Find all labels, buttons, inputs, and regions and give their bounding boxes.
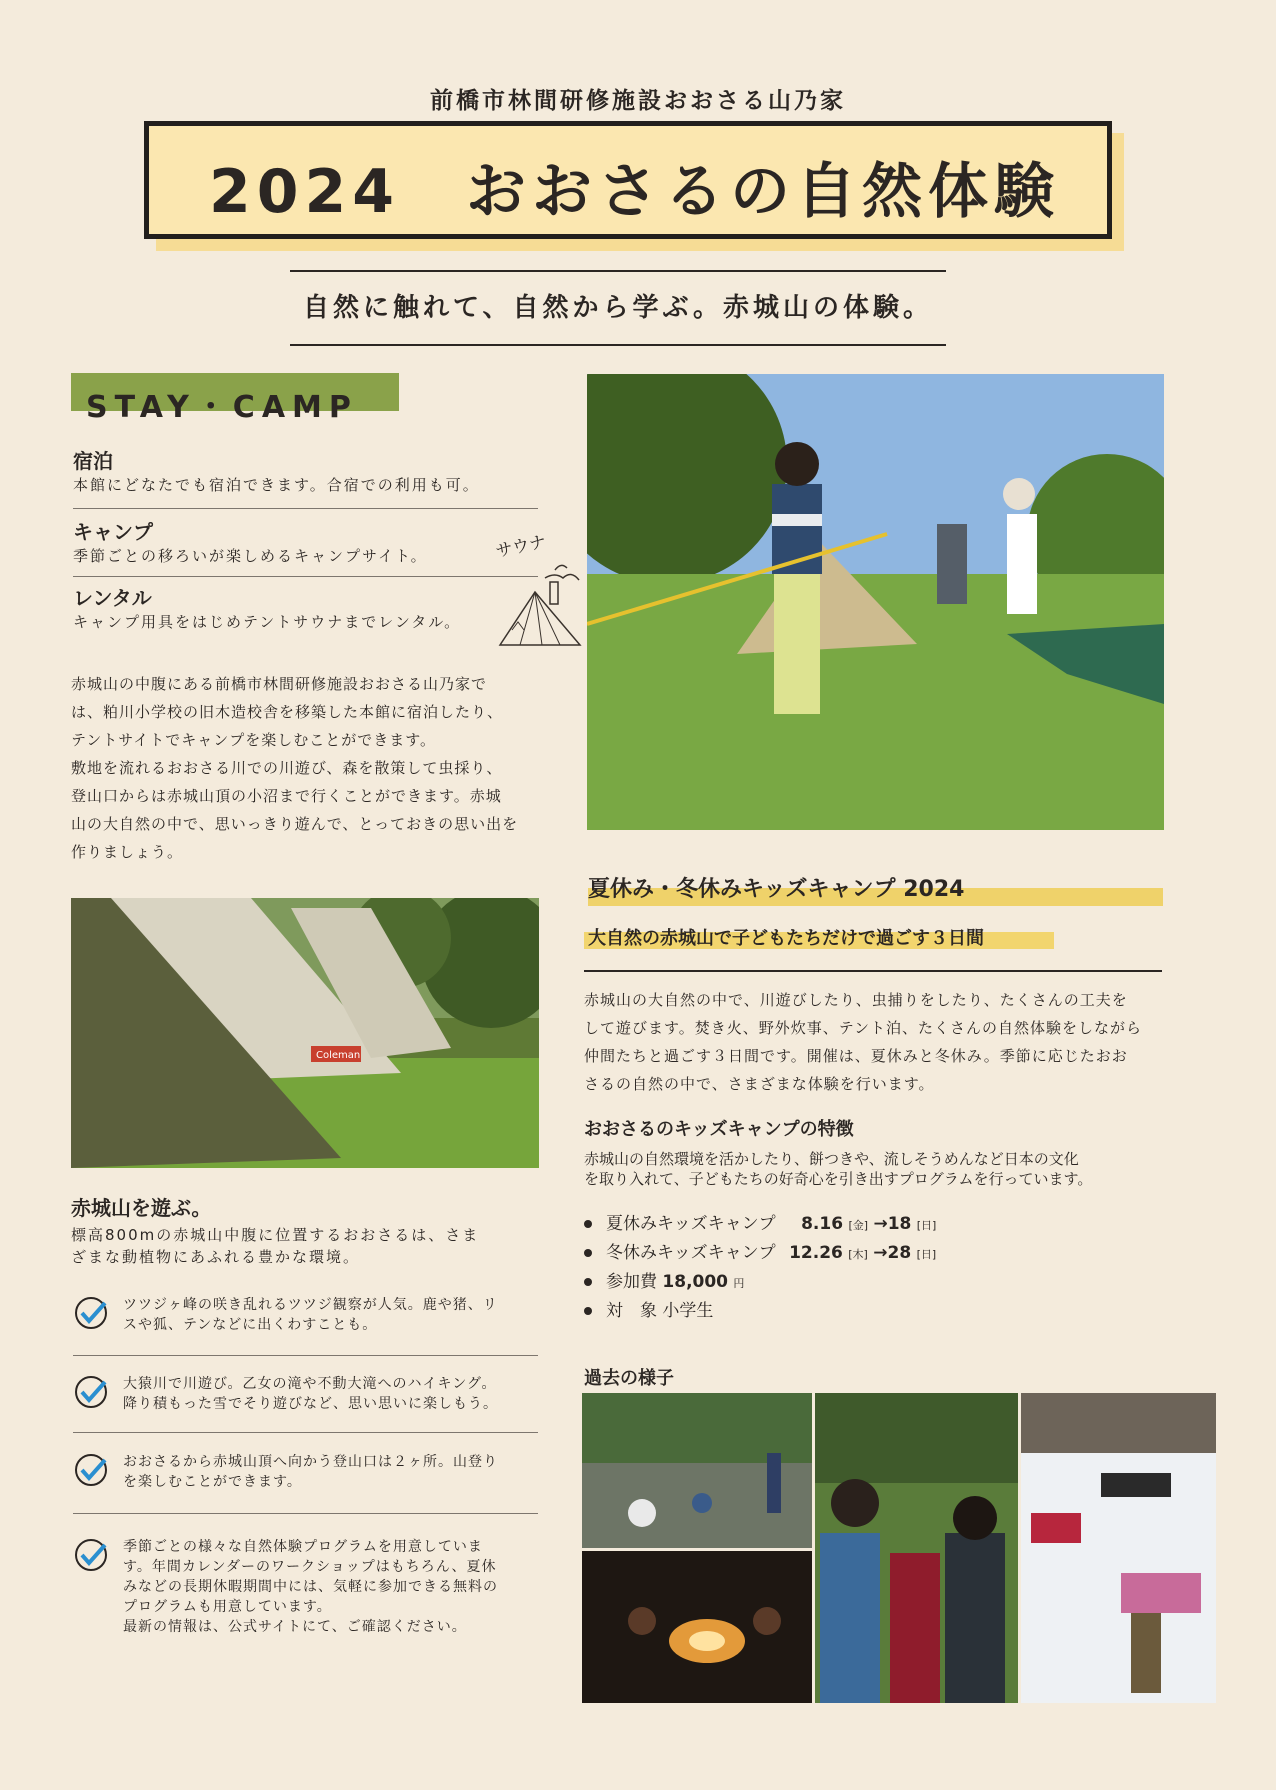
item-value: 8.16 <box>801 1214 844 1234</box>
kids-body <box>584 986 1164 1098</box>
past-photo-snow <box>1021 1393 1216 1703</box>
item-day: [金] <box>848 1219 869 1232</box>
service-desc: 季節ごとの移ろいが楽しめるキャンプサイト。 <box>73 547 428 565</box>
fee-item <box>584 1267 744 1292</box>
check-item <box>73 1374 538 1433</box>
check-line: を楽しむことができます。 <box>123 1474 302 1490</box>
past-photo-river <box>582 1393 812 1548</box>
service-desc: 本館にどなたでも宿泊できます。合宿での利用も可。 <box>73 476 480 494</box>
check-text <box>123 1374 498 1414</box>
check-line: おおさるから赤城山頂へ向かう登山口は２ヶ所。山登り <box>123 1454 498 1470</box>
page-title: 2024 おおさるの自然体験 <box>209 157 1060 227</box>
sauna-label: サウナ <box>493 531 549 563</box>
divider <box>584 970 1162 972</box>
feature-line: 赤城山の自然環境を活かしたり、餅つきや、流しそうめんなど日本の文化 <box>584 1150 1079 1168</box>
check-text <box>123 1452 498 1492</box>
item-day: [日] <box>916 1248 937 1261</box>
service-title: キャンプ <box>73 520 153 544</box>
camp-photo <box>587 374 1164 830</box>
tent-sauna-icon <box>490 530 590 660</box>
intro-line: 敷地を流れるおおさる川での川遊び、森を散策して虫採り、 <box>71 759 503 777</box>
service-stay <box>73 448 538 509</box>
akagi-heading: 赤城山を遊ぶ。 <box>71 1196 212 1220</box>
service-rental <box>73 585 538 635</box>
item-day: [日] <box>916 1219 937 1232</box>
check-line: みなどの長期休暇期間中には、気軽に参加できる無料の <box>123 1579 498 1595</box>
service-title: レンタル <box>73 586 152 610</box>
intro-line: 山の大自然の中で、思いっきり遊んで、とっておきの思い出を <box>71 815 519 833</box>
past-photo-kids <box>815 1393 1018 1703</box>
checkmark-icon <box>73 1452 109 1488</box>
sauna-illustration <box>490 530 590 660</box>
kids-body-line: して遊びます。焚き火、野外炊事、テント泊、たくさんの自然体験をしながら <box>584 1019 1143 1037</box>
check-text <box>123 1295 498 1335</box>
intro-line: 登山口からは赤城山頂の小沼まで行くことができます。赤城 <box>71 787 502 805</box>
tagline: 自然に触れて、自然から学ぶ。赤城山の体験。 <box>290 270 946 346</box>
service-camp <box>73 519 538 577</box>
past-heading: 過去の様子 <box>584 1368 674 1389</box>
akagi-desc-line: ざまな動植物にあふれる豊かな環境。 <box>71 1248 361 1266</box>
item-label: 対 象 <box>606 1301 657 1321</box>
facility-name: 前橋市林間研修施設おおさる山乃家 <box>430 88 846 114</box>
stay-heading: STAY・CAMP <box>86 390 358 425</box>
kids-subtitle: 大自然の赤城山で子どもたちだけで過ごす３日間 <box>588 928 984 949</box>
item-unit: 円 <box>733 1277 745 1290</box>
check-line: プログラムも用意しています。 <box>123 1599 332 1615</box>
feature-heading: おおさるのキッズキャンプの特徴 <box>584 1119 854 1140</box>
item-label: 参加費 <box>606 1272 657 1292</box>
checkmark-icon <box>73 1374 109 1410</box>
kids-title: 夏休み・冬休みキッズキャンプ 2024 <box>588 877 965 902</box>
winter-camp-item <box>584 1238 936 1263</box>
check-line: 季節ごとの様々な自然体験プログラムを用意していま <box>123 1539 483 1555</box>
bullet-icon <box>584 1307 592 1315</box>
check-item <box>73 1452 538 1514</box>
tent-photo <box>71 898 539 1168</box>
check-line: す。年間カレンダーのワークショップはもちろん、夏休 <box>123 1559 497 1575</box>
title-box <box>144 121 1112 239</box>
item-value: 18 <box>887 1214 912 1234</box>
kids-body-line: 赤城山の大自然の中で、川遊びしたり、虫捕りをしたり、たくさんの工夫を <box>584 991 1128 1009</box>
bullet-icon <box>584 1278 592 1286</box>
tent-brand: Coleman <box>316 1050 361 1061</box>
item-label: 夏休みキッズキャンプ <box>606 1214 776 1234</box>
intro-paragraph <box>71 670 551 866</box>
bullet-icon <box>584 1220 592 1228</box>
target-item <box>584 1296 713 1321</box>
check-text <box>123 1537 498 1637</box>
item-value: 小学生 <box>662 1301 714 1321</box>
checkmark-icon <box>73 1295 109 1331</box>
check-line: ツツジヶ峰の咲き乱れるツツジ観察が人気。鹿や猪、リ <box>123 1297 498 1313</box>
item-value: 12.26 <box>789 1243 843 1263</box>
checkmark-icon <box>73 1537 109 1573</box>
check-line: スや狐、テンなどに出くわすことも。 <box>123 1317 378 1333</box>
item-day: [木] <box>848 1248 868 1261</box>
item-value: 28 <box>887 1243 912 1263</box>
kids-body-line: さるの自然の中で、さまざまな体験を行います。 <box>584 1075 935 1093</box>
check-item <box>73 1537 538 1647</box>
akagi-desc-line: 標高800mの赤城山中腹に位置するおおさるは、さま <box>71 1226 480 1244</box>
service-title: 宿泊 <box>73 449 113 473</box>
intro-line: 赤城山の中腹にある前橋市林間研修施設おおさる山乃家で <box>71 675 488 693</box>
arrow-icon: → <box>873 1214 888 1234</box>
arrow-icon: → <box>873 1243 888 1263</box>
kids-body-line: 仲間たちと過ごす３日間です。開催は、夏休みと冬休み。季節に応じたおお <box>584 1047 1128 1065</box>
bullet-icon <box>584 1249 592 1257</box>
feature-body <box>584 1149 1174 1189</box>
item-value: 18,000 <box>662 1272 729 1292</box>
service-desc: キャンプ用具をはじめテントサウナまでレンタル。 <box>73 613 462 631</box>
item-label: 冬休みキッズキャンプ <box>606 1243 776 1263</box>
summer-camp-item <box>584 1209 936 1234</box>
past-photo-campfire <box>582 1551 812 1703</box>
intro-line: 作りましょう。 <box>71 843 184 861</box>
akagi-desc <box>71 1224 551 1268</box>
check-line: 大猿川で川遊び。乙女の滝や不動大滝へのハイキング。 <box>123 1376 497 1392</box>
intro-line: は、粕川小学校の旧木造校舎を移築した本館に宿泊したり、 <box>71 703 504 721</box>
check-line: 降り積もった雪でそり遊びなど、思い思いに楽しもう。 <box>123 1396 498 1412</box>
intro-line: テントサイトでキャンプを楽しむことができます。 <box>71 731 437 749</box>
feature-line: を取り入れて、子どもたちの好奇心を引き出すプログラムを行っています。 <box>584 1170 1093 1188</box>
check-line: 最新の情報は、公式サイトにて、ご確認ください。 <box>123 1619 467 1635</box>
check-item <box>73 1295 538 1356</box>
